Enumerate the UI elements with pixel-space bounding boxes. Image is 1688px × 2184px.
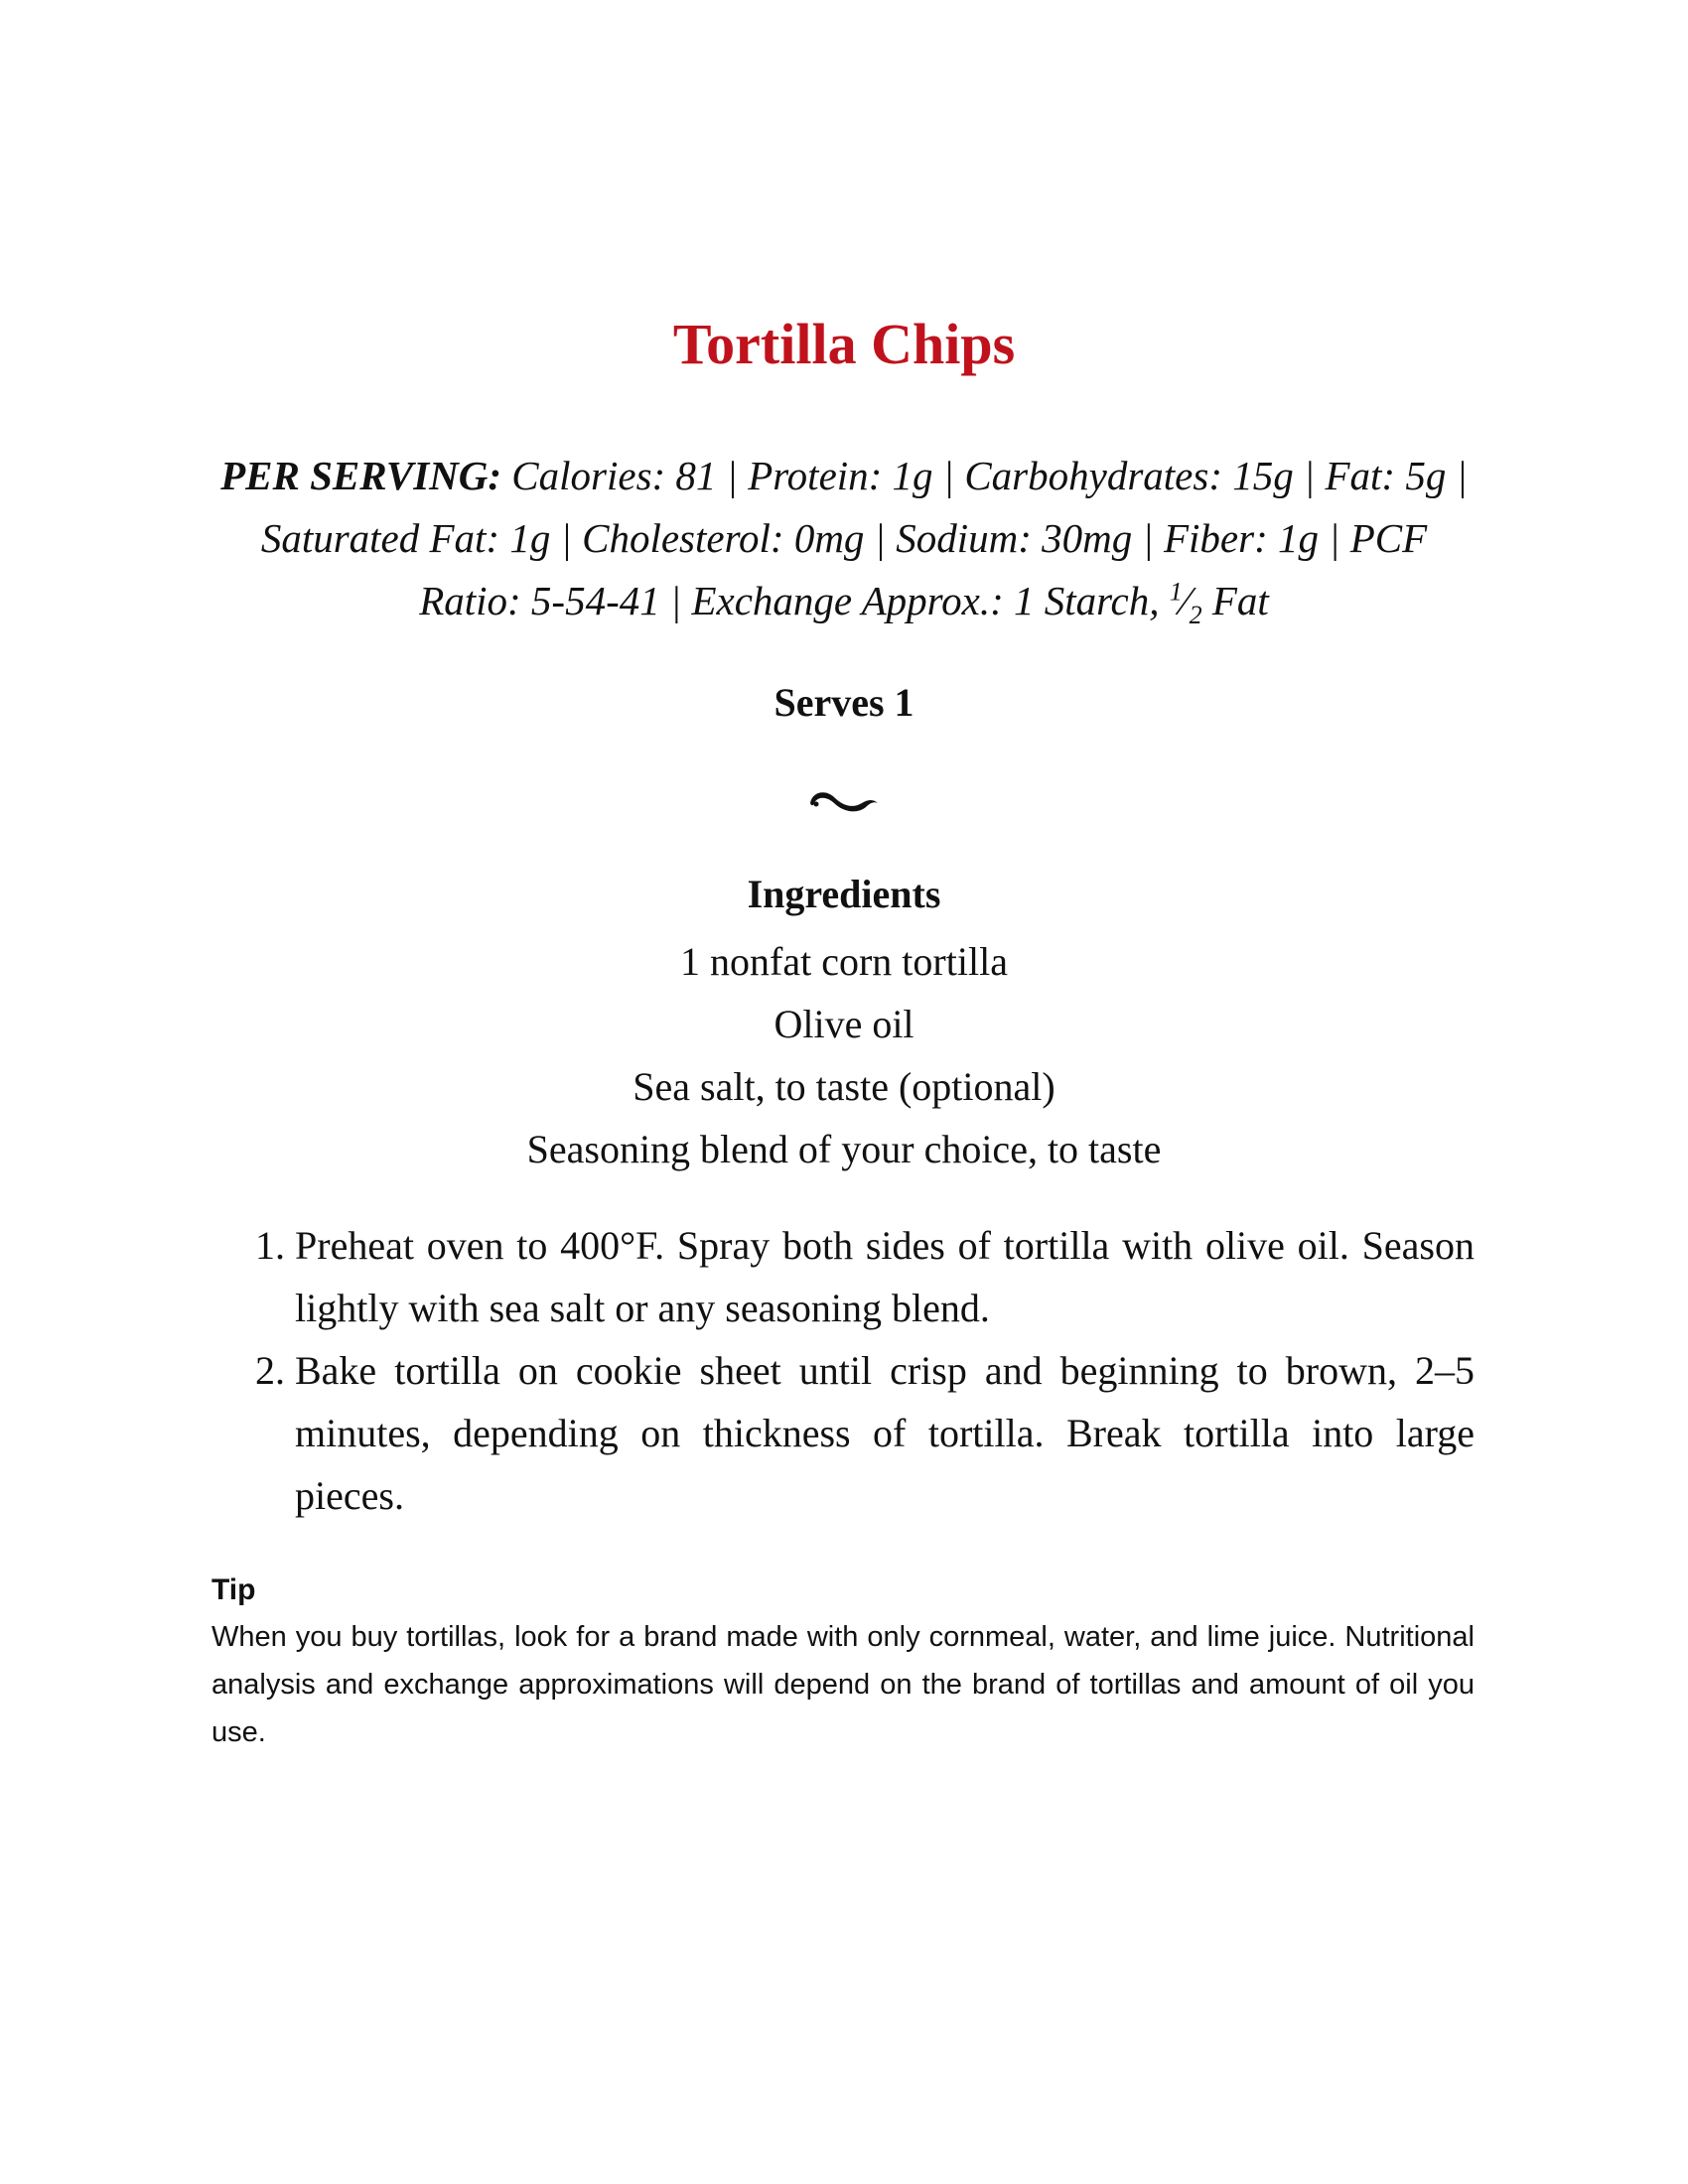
ingredient-item: Seasoning blend of your choice, to taste — [526, 1127, 1162, 1171]
swash-ornament-icon — [804, 779, 884, 819]
instruction-step: 1. Preheat oven to 400°F. Spray both sides of tortilla with olive oil. Season lightly with sea salt or any seasoning blend. — [295, 1214, 1475, 1339]
nutrition-values: Calories: 81 | Protein: 1g | Carbohydrates: 15g | Fat: 5g | Saturated Fat: 1g | Cholesterol: 0mg | Sodium: 30mg | Fiber: 1g | PCF Ratio: 5-54-41 | Exchange Approx.: 1 Starch, — [260, 453, 1468, 623]
fraction-numerator: 1 — [1169, 577, 1183, 607]
nutrition-summary — [209, 445, 1479, 632]
ingredients-heading: Ingredients — [747, 872, 941, 916]
ingredient-item: Olive oil — [774, 1002, 914, 1046]
ingredient-item: Sea salt, to taste (optional) — [633, 1064, 1055, 1109]
ingredient-item: 1 nonfat corn tortilla — [680, 939, 1008, 984]
tip-heading: Tip — [211, 1573, 256, 1606]
serves-count: Serves 1 — [774, 680, 914, 725]
instruction-step: 2. Bake tortilla on cookie sheet until crisp and beginning to brown, 2–5 minutes, depending on thickness of tortilla. Break tortilla into large pieces. — [295, 1339, 1475, 1527]
half-fraction: $^1⁄_2$ — [1169, 577, 1202, 630]
tip-text: When you buy tortillas, look for a brand made with only cornmeal, water, and lime juice. Nutritional analysis and exchange approximations will depend on the brand of tortillas and amount of oil you use. — [211, 1621, 1475, 1748]
recipe-title: Tortilla Chips — [672, 312, 1016, 376]
nutrition-values-end: Fat — [1201, 578, 1269, 623]
ingredients-list — [0, 930, 1688, 1180]
instructions-list — [243, 1214, 1475, 1527]
per-serving-label: PER SERVING: — [220, 453, 502, 498]
fraction-denominator: 2 — [1189, 601, 1202, 630]
